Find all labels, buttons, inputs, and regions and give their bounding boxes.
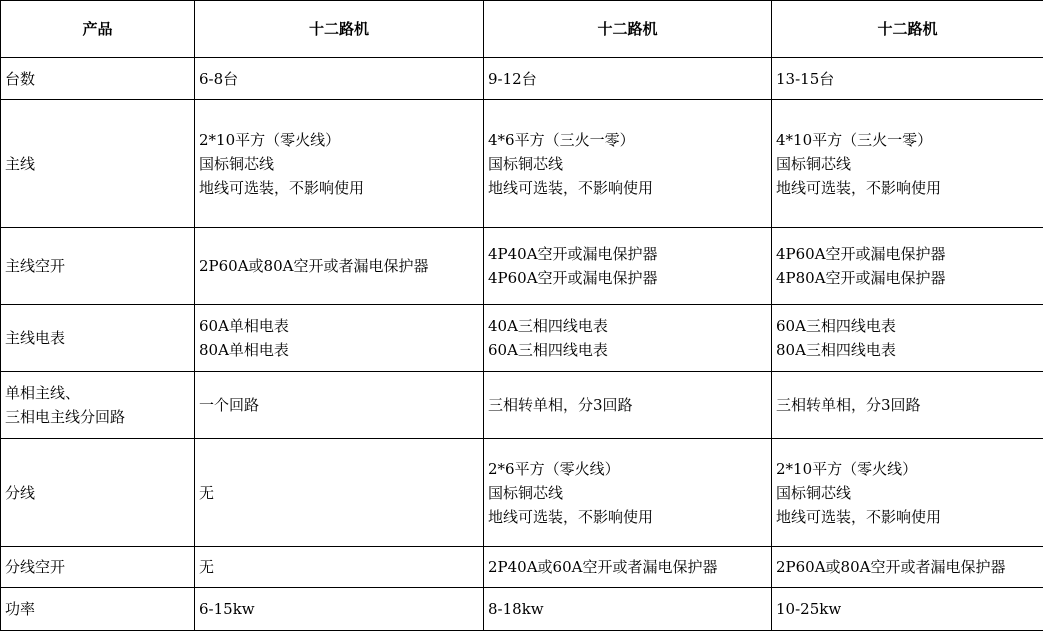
value-cell-model-1 xyxy=(195,100,484,228)
value-cell-model-1 xyxy=(195,228,484,305)
cell-text: 国标铜芯线 xyxy=(488,483,564,502)
cell-text: 国标铜芯线 xyxy=(199,154,275,173)
row-label-text: 分线 xyxy=(5,483,36,502)
cell-text: 6-15kw xyxy=(199,600,255,618)
value-cell-model-2 xyxy=(484,547,772,588)
cell-text: 4P40A空开或漏电保护器 xyxy=(488,245,658,263)
cell-text: 地线可选装，不影响使用 xyxy=(199,178,365,197)
value-cell-model-3 xyxy=(772,58,1043,100)
header-cell-product: 产品 xyxy=(1,1,195,58)
cell-text: 13-15台 xyxy=(776,69,835,88)
value-cell-model-2 xyxy=(484,588,772,631)
cell-text: 国标铜芯线 xyxy=(488,154,564,173)
value-cell-model-1 xyxy=(195,58,484,100)
cell-text: 地线可选装，不影响使用 xyxy=(488,178,654,197)
table-row-power xyxy=(1,588,1043,631)
cell-text: 国标铜芯线 xyxy=(776,483,852,502)
cell-text: 60A三相四线电表 xyxy=(776,317,896,335)
row-label-text: 分线空开 xyxy=(5,558,66,576)
table-row-main-breaker xyxy=(1,228,1043,305)
row-label-text: 台数 xyxy=(5,69,36,88)
cell-text: 地线可选装，不影响使用 xyxy=(776,178,942,197)
cell-text: 6-8台 xyxy=(199,69,239,88)
row-label-cell xyxy=(1,100,195,228)
row-label-text: 三相电主线分回路 xyxy=(5,408,126,426)
cell-text: 地线可选装，不影响使用 xyxy=(488,507,654,526)
cell-text: 2*10平方（零火线） xyxy=(776,459,918,478)
cell-text: 80A三相四线电表 xyxy=(776,341,896,359)
row-label-cell xyxy=(1,588,195,631)
table-row-unit-count xyxy=(1,58,1043,100)
value-cell-model-3 xyxy=(772,588,1043,631)
row-label-cell xyxy=(1,58,195,100)
row-label-text: 主线电表 xyxy=(5,329,66,347)
value-cell-model-1 xyxy=(195,439,484,547)
cell-text: 4P60A空开或漏电保护器 xyxy=(488,269,658,287)
cell-text: 国标铜芯线 xyxy=(776,154,852,173)
cell-text: 10-25kw xyxy=(776,600,842,618)
table-row-branch-line xyxy=(1,439,1043,547)
cell-text: 无 xyxy=(199,483,215,502)
cell-text: 4P60A空开或漏电保护器 xyxy=(776,245,946,263)
row-label-cell xyxy=(1,547,195,588)
value-cell-model-2 xyxy=(484,100,772,228)
value-cell-model-3 xyxy=(772,100,1043,228)
value-cell-model-1 xyxy=(195,547,484,588)
cell-text: 9-12台 xyxy=(488,69,537,88)
row-label-text: 主线空开 xyxy=(5,257,66,275)
cell-text: 一个回路 xyxy=(199,396,260,414)
cell-text: 80A单相电表 xyxy=(199,341,289,359)
cell-text: 2*6平方（零火线） xyxy=(488,459,620,478)
value-cell-model-2 xyxy=(484,305,772,372)
cell-text: 8-18kw xyxy=(488,600,544,618)
value-cell-model-1 xyxy=(195,372,484,439)
cell-text: 60A单相电表 xyxy=(199,317,289,335)
row-label-cell xyxy=(1,228,195,305)
table-row-branch-breaker xyxy=(1,547,1043,588)
header-cell-model-2: 十二路机 xyxy=(484,1,772,58)
value-cell-model-3 xyxy=(772,372,1043,439)
table-row-main-line xyxy=(1,100,1043,228)
table-row-circuit xyxy=(1,372,1043,439)
cell-text: 4*6平方（三火一零） xyxy=(488,130,635,149)
value-cell-model-3 xyxy=(772,547,1043,588)
table-body xyxy=(1,58,1043,631)
cell-text: 4P80A空开或漏电保护器 xyxy=(776,269,946,287)
cell-text: 三相转单相，分3回路 xyxy=(776,396,921,414)
cell-text: 三相转单相，分3回路 xyxy=(488,396,633,414)
value-cell-model-3 xyxy=(772,305,1043,372)
header-cell-model-1: 十二路机 xyxy=(195,1,484,58)
cell-text: 2P60A或80A空开或者漏电保护器 xyxy=(199,257,429,275)
value-cell-model-3 xyxy=(772,439,1043,547)
cell-text: 4*10平方（三火一零） xyxy=(776,130,933,149)
value-cell-model-3 xyxy=(772,228,1043,305)
row-label-text: 单相主线、 xyxy=(5,384,81,402)
cell-text: 2P40A或60A空开或者漏电保护器 xyxy=(488,558,718,576)
cell-text: 2P60A或80A空开或者漏电保护器 xyxy=(776,558,1006,576)
table-row-main-meter xyxy=(1,305,1043,372)
value-cell-model-2 xyxy=(484,372,772,439)
value-cell-model-2 xyxy=(484,228,772,305)
row-label-cell xyxy=(1,372,195,439)
value-cell-model-1 xyxy=(195,588,484,631)
row-label-cell xyxy=(1,439,195,547)
cell-text: 40A三相四线电表 xyxy=(488,317,608,335)
value-cell-model-2 xyxy=(484,58,772,100)
header-row xyxy=(1,1,1043,58)
row-label-text: 功率 xyxy=(5,600,36,618)
cell-text: 60A三相四线电表 xyxy=(488,341,608,359)
cell-text: 地线可选装，不影响使用 xyxy=(776,507,942,526)
value-cell-model-2 xyxy=(484,439,772,547)
cell-text: 无 xyxy=(199,558,215,576)
value-cell-model-1 xyxy=(195,305,484,372)
row-label-cell xyxy=(1,305,195,372)
header-cell-model-3: 十二路机 xyxy=(772,1,1043,58)
cell-text: 2*10平方（零火线） xyxy=(199,130,341,149)
row-label-text: 主线 xyxy=(5,154,36,173)
